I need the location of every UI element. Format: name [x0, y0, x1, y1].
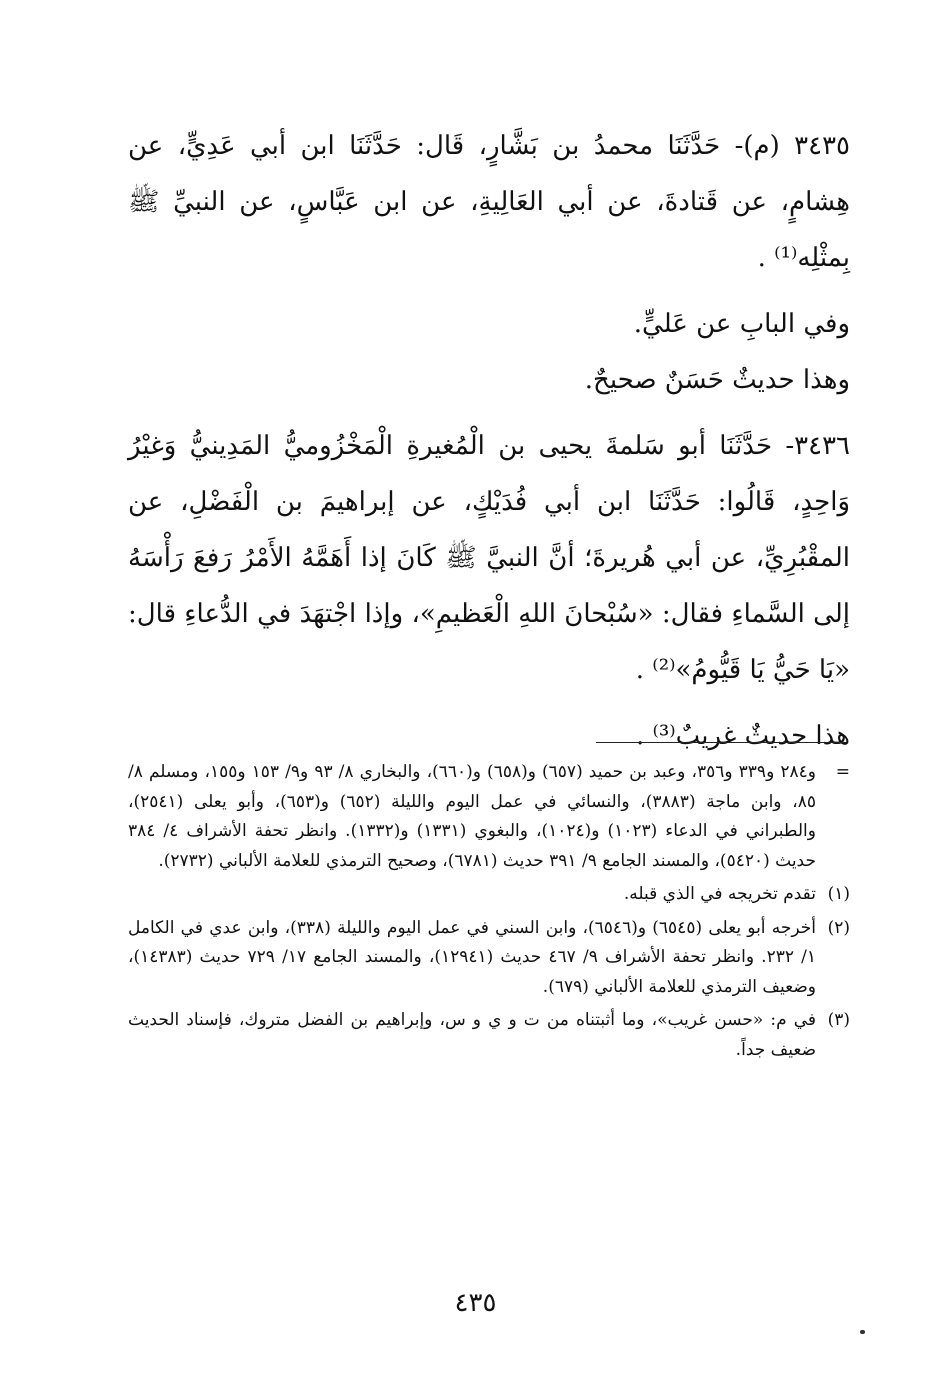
- footnote-3: [128, 1006, 850, 1065]
- footnote-2: [128, 914, 850, 1003]
- footnotes: [128, 758, 850, 1069]
- footnote-marker: =: [835, 762, 850, 782]
- hadith-3435: ٣٤٣٥ (م)- حَدَّثَنَا محمدُ بن بَشَّارٍ، قَال: حَدَّثَنَا ابن أبي عَدِيٍّ، عن هِشامٍ، عن قَتادةَ، عن أبي العَالِيةِ، عن ابن عَبَّاسٍ، عن النبيِّ ﷺ بِمثْلِه⁽¹⁾ .: [128, 131, 850, 273]
- hadith-3436: ٣٤٣٦- حَدَّثَنَا أبو سَلمةَ يحيى بن الْمُغيرةِ الْمَخْزُوميُّ المَدِينيُّ وَغيْرُ وَاحِدٍ، قَالُوا: حَدَّثَنَا ابن أبي فُدَيْكٍ، عن إبراهيمَ بن الْفَضْلِ، عن المقْبُرِيِّ، عن أبي هُريرةَ؛ أنَّ النبيَّ ﷺ كَانَ إذا أَهَمَّهُ الأَمْرُ رَفعَ رَأْسَهُ إلى السَّماءِ فقال: «سُبْحانَ اللهِ الْعَظيمِ»، وإذا اجْتهَدَ في الدُّعاءِ قال: «يَا حَيُّ يَا قَيُّومُ»⁽²⁾ .: [128, 431, 850, 685]
- ink-speck: [860, 1330, 865, 1334]
- footnote-separator: [596, 742, 846, 743]
- bab-note: وفي البابِ عن عَليٍّ.: [633, 309, 850, 339]
- footnote-marker: (٢): [827, 917, 850, 938]
- page-number: ٤٣٥: [454, 1288, 497, 1318]
- footnote-text: في م: «حسن غريب»، وما أثبتناه من ت و ي و س، وإبراهيم بن الفضل متروك، فإسناد الحديث ضعيف جداً.: [128, 1010, 816, 1060]
- footnote-marker: (٣): [827, 1010, 850, 1030]
- grading-gharib: هذا حديثٌ غريبٌ⁽³⁾ .: [635, 721, 850, 751]
- footnote-text: تقدم تخريجه في الذي قبله.: [623, 884, 816, 904]
- footnote-continued: [128, 758, 850, 876]
- footnote-marker: (١): [827, 884, 850, 904]
- grading-hasan-sahih: وهذا حديثٌ حَسَنٌ صحيحٌ.: [584, 365, 850, 395]
- footnote-text: و٢٨٤ و٣٣٩ و٣٥٦، وعبد بن حميد (٦٥٧) و(٦٥٨) و(٦٦٠)، والبخاري ٨/ ٩٣ و٩/ ١٥٣ و١٥٥، ومسلم ٨/ ٨٥، وابن ماجة (٣٨٨٣)، والنسائي في عمل اليوم والليلة (٦٥٢) و(٦٥٣)، وأبو يعلى (٢٥٤١)، والطبراني في الدعاء (١٠٢٣) و(١٠٢٤)، والبغوي (١٣٣١) و(١٣٣٢). وانظر تحفة الأشراف ٤/ ٣٨٤ حديث (٥٤٢٠)، والمسند الجامع ٩/ ٣٩١ حديث (٦٧٨١)، وصحيح الترمذي للعلامة الألباني (٢٧٣٢).: [128, 762, 816, 871]
- footnote-text: أخرجه أبو يعلى (٦٥٤٥) و(٦٥٤٦)، وابن السني في عمل اليوم والليلة (٣٣٨)، وابن عدي في الكامل ١/ ٢٣٢. وانظر تحفة الأشراف ٩/ ٤٦٧ حديث (١٢٩٤١)، والمسند الجامع ١٧/ ٧٢٩ حديث (١٤٣٨٣)، وضعيف الترمذي للعلامة الألباني (٦٧٩).: [128, 917, 817, 997]
- footnote-1: [128, 880, 850, 910]
- main-text: [128, 118, 850, 764]
